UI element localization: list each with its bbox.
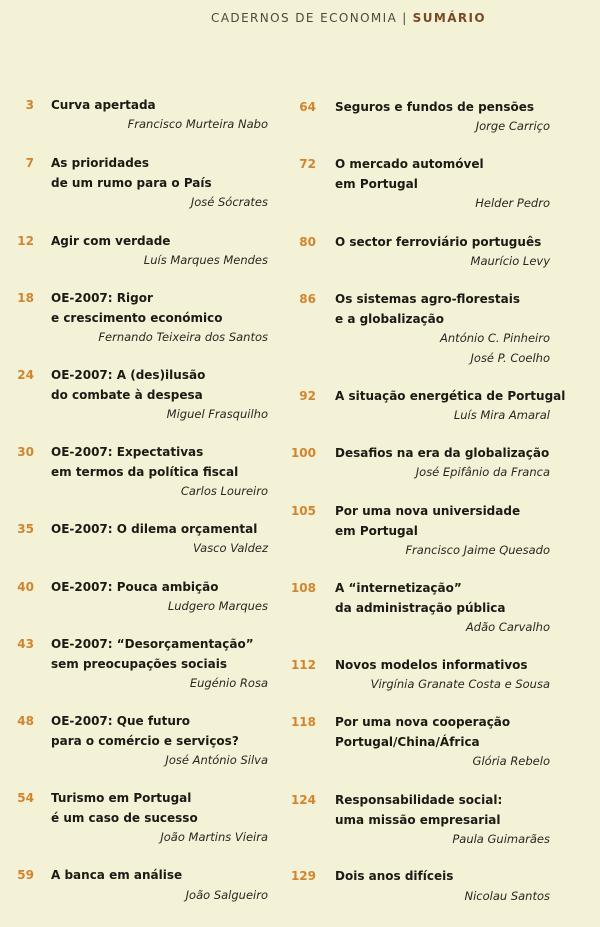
page-number: 7	[25, 156, 34, 170]
article-title-line: e a globalização	[335, 312, 444, 326]
author-name: José Epifânio da Franca	[415, 465, 550, 479]
article-title	[51, 231, 170, 251]
article-title-line: é um caso de sucesso	[51, 811, 198, 825]
author-name: Ludgero Marques	[167, 599, 268, 613]
page-number: 12	[17, 234, 34, 248]
article-title	[51, 442, 238, 482]
page-number: 100	[290, 446, 316, 460]
publication-name: CADERNOS DE ECONOMIA	[211, 11, 398, 25]
article-title-line: Portugal/China/África	[335, 735, 480, 749]
author-name: Paula Guimarães	[452, 832, 550, 846]
article-title	[335, 386, 565, 406]
author-name: Francisco Murteira Nabo	[127, 117, 268, 131]
article-title	[51, 577, 218, 597]
article-title-line: da administração pública	[335, 601, 506, 615]
page-number: 59	[17, 868, 34, 882]
author-name: João Salgueiro	[185, 888, 268, 902]
page-number: 105	[290, 504, 316, 518]
author-name: Fernando Teixeira dos Santos	[98, 330, 268, 344]
author-name: Adão Carvalho	[465, 620, 550, 634]
article-author	[440, 329, 550, 368]
article-author	[167, 405, 268, 425]
article-title-line: em Portugal	[335, 177, 418, 191]
article-title-line: Por uma nova cooperação	[335, 715, 511, 729]
article-title-line: em termos da política fiscal	[51, 465, 239, 479]
article-title	[51, 634, 254, 674]
article-title	[335, 289, 520, 329]
article-title-line: em Portugal	[335, 524, 418, 538]
article-title	[51, 153, 212, 193]
article-title-line: do combate à despesa	[51, 388, 203, 402]
article-title-line: OE-2007: A (des)ilusão	[51, 368, 206, 382]
article-title-line: Turismo em Portugal	[51, 791, 192, 805]
article-title-line: OE-2007: Expectativas	[51, 445, 204, 459]
article-title-line: Dois anos difíceis	[335, 869, 454, 883]
section-title: SUMÁRIO	[412, 11, 486, 25]
page-number: 92	[299, 389, 316, 403]
article-title	[335, 232, 541, 252]
article-title-line: OE-2007: Que futuro	[51, 714, 191, 728]
article-title-line: As prioridades	[51, 156, 150, 170]
page-number: 118	[290, 715, 316, 729]
article-author	[144, 251, 268, 271]
article-title	[335, 712, 510, 752]
author-name: Helder Pedro	[475, 196, 550, 210]
article-title	[335, 97, 534, 117]
article-title-line: sem preocupações sociais	[51, 657, 227, 671]
article-title-line: Por uma nova universidade	[335, 504, 521, 518]
article-title	[51, 519, 257, 539]
article-author	[98, 328, 268, 348]
page-number: 54	[17, 791, 34, 805]
article-title	[51, 288, 222, 328]
article-title	[335, 866, 453, 886]
author-name: João Martins Vieira	[160, 830, 268, 844]
article-title	[335, 501, 520, 541]
article-author	[466, 618, 550, 638]
article-author	[471, 252, 550, 272]
page-number: 35	[17, 522, 34, 536]
article-author	[190, 674, 268, 694]
author-name: Miguel Frasquilho	[166, 407, 268, 421]
header-separator: |	[402, 11, 408, 25]
article-title-line: e crescimento económico	[51, 311, 223, 325]
page-number: 124	[290, 793, 316, 807]
page-number: 40	[17, 580, 34, 594]
page-number: 108	[290, 581, 316, 595]
article-author	[476, 117, 550, 137]
article-title-line: Os sistemas agro-florestais	[335, 292, 520, 306]
article-title	[335, 578, 506, 618]
page-number: 30	[17, 445, 34, 459]
page-number: 64	[299, 100, 316, 114]
article-title-line: Novos modelos informativos	[335, 658, 528, 672]
author-name: Virgínia Granate Costa e Sousa	[370, 677, 550, 691]
article-author	[464, 887, 550, 907]
article-title	[335, 154, 484, 194]
article-title	[335, 443, 549, 463]
author-name: Eugénio Rosa	[189, 676, 268, 690]
author-name: José António Silva	[165, 753, 268, 767]
author-name: José P. Coelho	[470, 350, 550, 365]
article-title	[51, 95, 156, 115]
article-title-line: OE-2007: Pouca ambição	[51, 580, 219, 594]
article-title-line: O sector ferroviário português	[335, 235, 542, 249]
page-number: 72	[299, 157, 316, 171]
article-title-line: OE-2007: Rigor	[51, 291, 153, 305]
article-author	[193, 539, 268, 559]
page-number: 112	[290, 658, 316, 672]
article-title-line: Desafios na era da globalização	[335, 446, 550, 460]
author-name: Carlos Loureiro	[180, 484, 268, 498]
article-author	[181, 482, 268, 502]
page-number: 3	[25, 98, 34, 112]
article-title-line: Responsabilidade social:	[335, 793, 503, 807]
article-title	[335, 790, 502, 830]
page-number: 18	[17, 291, 34, 305]
page-number: 43	[17, 637, 34, 651]
article-title-line: OE-2007: “Desorçamentação”	[51, 637, 254, 651]
article-title	[51, 788, 198, 828]
author-name: José Sócrates	[190, 195, 268, 209]
author-name: Glória Rebelo	[472, 754, 550, 768]
page-number: 86	[299, 292, 316, 306]
article-author	[168, 597, 268, 617]
article-author	[371, 675, 550, 695]
article-author	[186, 886, 268, 906]
article-author	[160, 828, 268, 848]
article-author	[405, 541, 550, 561]
article-title	[51, 865, 182, 885]
author-name: Francisco Jaime Quesado	[405, 543, 550, 557]
article-title-line: Seguros e fundos de pensões	[335, 100, 535, 114]
page-number: 129	[290, 869, 316, 883]
running-header	[211, 11, 486, 25]
article-author	[475, 194, 550, 214]
article-title	[51, 365, 205, 405]
article-title-line: OE-2007: O dilema orçamental	[51, 522, 258, 536]
article-title-line: A banca em análise	[51, 868, 183, 882]
author-name: Vasco Valdez	[193, 541, 268, 555]
page-number: 48	[17, 714, 34, 728]
article-title-line: Agir com verdade	[51, 234, 171, 248]
article-author	[473, 752, 550, 772]
article-title-line: A “internetização”	[335, 581, 462, 595]
article-author	[416, 463, 550, 483]
author-name: António C. Pinheiro	[440, 331, 550, 345]
article-title-line: uma missão empresarial	[335, 813, 501, 827]
article-author	[452, 830, 550, 850]
page-number: 24	[17, 368, 34, 382]
article-title	[51, 711, 239, 751]
article-title-line: A situação energética de Portugal	[335, 389, 566, 403]
article-title	[335, 655, 528, 675]
article-title-line: Curva apertada	[51, 98, 156, 112]
author-name: Maurício Levy	[470, 254, 550, 268]
article-author	[128, 115, 268, 135]
page-number: 80	[299, 235, 316, 249]
article-author	[191, 193, 268, 213]
article-title-line: O mercado automóvel	[335, 157, 484, 171]
article-title-line: de um rumo para o País	[51, 176, 212, 190]
author-name: Jorge Carriço	[475, 119, 550, 133]
author-name: Luís Mira Amaral	[453, 408, 550, 422]
author-name: Nicolau Santos	[464, 889, 550, 903]
article-author	[165, 751, 268, 771]
author-name: Luís Marques Mendes	[143, 253, 268, 267]
article-title-line: para o comércio e serviços?	[51, 734, 239, 748]
article-author	[454, 406, 550, 426]
